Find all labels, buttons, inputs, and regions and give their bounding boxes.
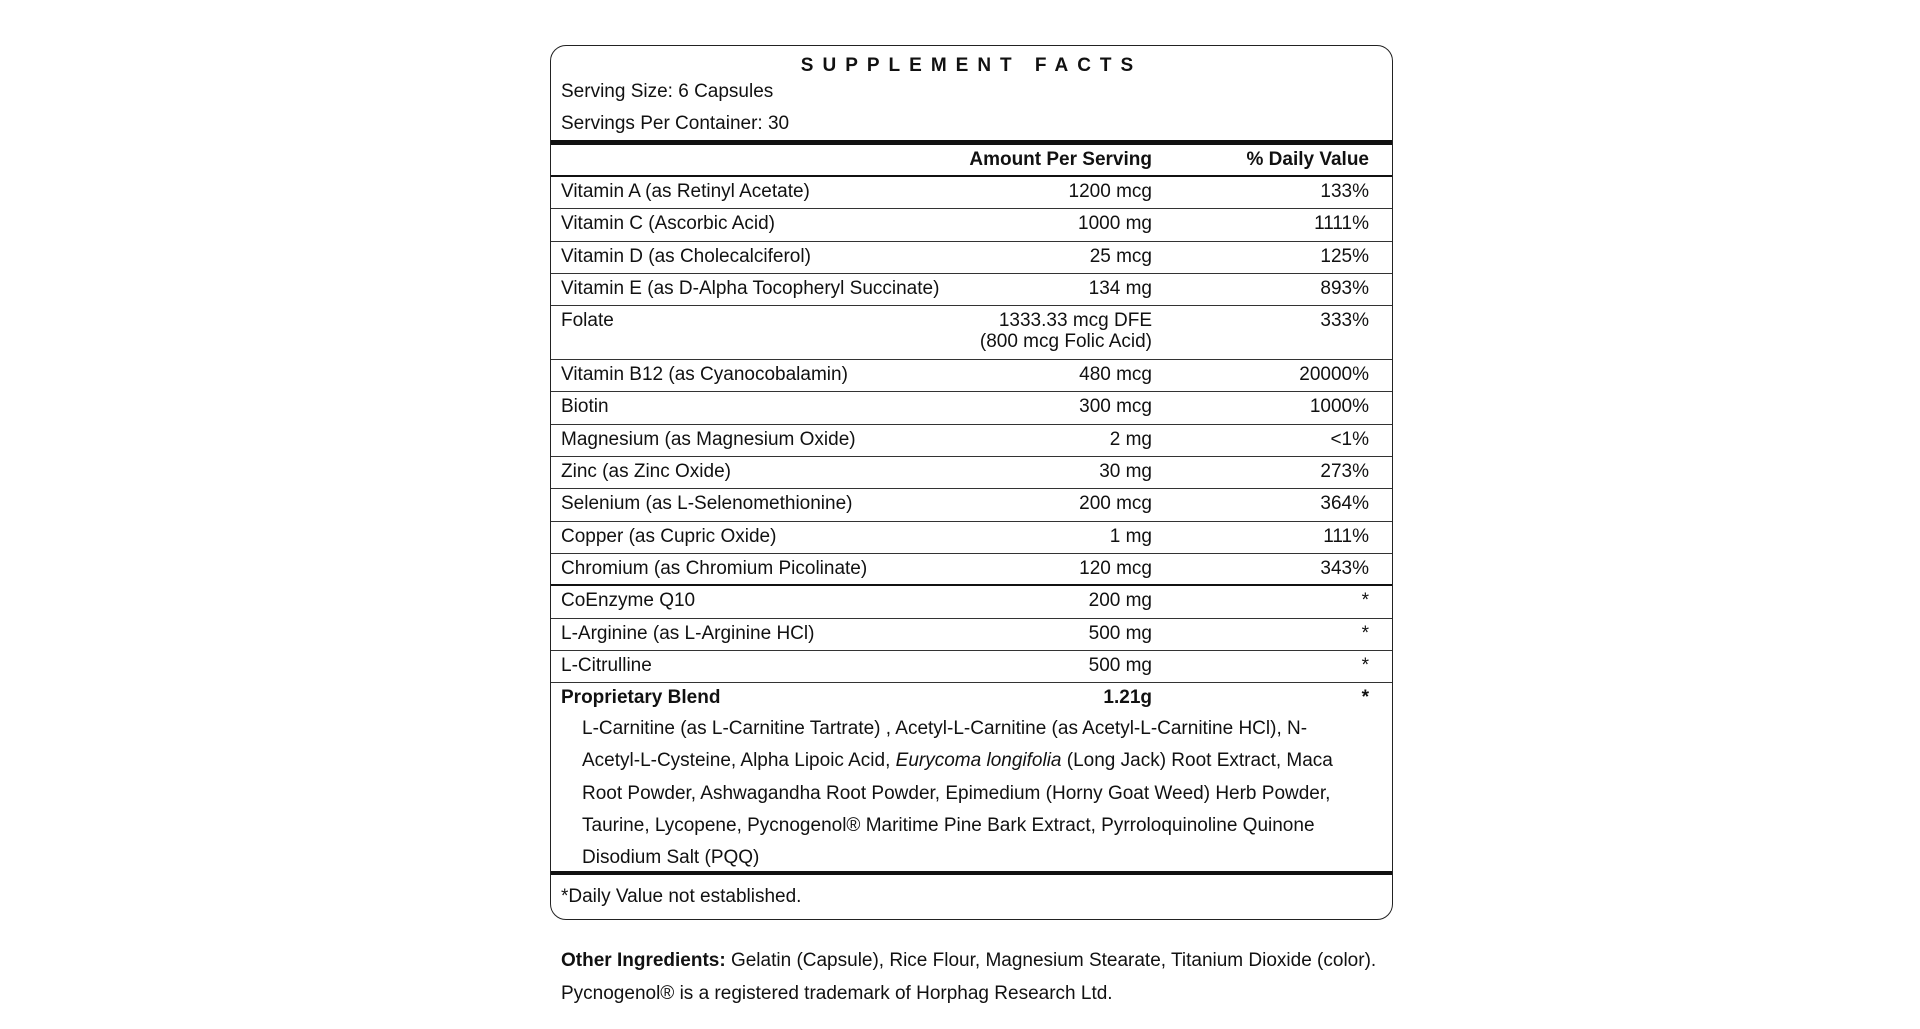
nutrient-dv: 1000% bbox=[1309, 396, 1369, 418]
below-panel-notes bbox=[561, 945, 1401, 1010]
nutrient-amount: 500 mg bbox=[1088, 622, 1152, 644]
folate-amount-line1: 1333.33 mcg DFE bbox=[998, 310, 1152, 332]
nutrient-dv: 273% bbox=[1320, 461, 1369, 483]
blend-desc-part-a: L-Carnitine (as L-Carnitine Tartrate) , Acetyl-L-Carnitine (as Acetyl-L-Carnitine HCl), N-Acetyl-L-Cysteine, Alpha Lipoic Acid, bbox=[582, 718, 1308, 772]
nutrient-name: Magnesium (as Magnesium Oxide) bbox=[561, 428, 856, 450]
nutrient-dv: * bbox=[1361, 622, 1369, 644]
nutrient-name: Vitamin D (as Cholecalciferol) bbox=[561, 245, 811, 267]
nutrient-name: Folate bbox=[561, 310, 614, 332]
nutrient-row bbox=[551, 209, 1392, 241]
nutrient-row bbox=[551, 306, 1392, 360]
nutrient-dv: 364% bbox=[1320, 493, 1369, 515]
nutrient-dv: 20000% bbox=[1299, 364, 1369, 386]
daily-value-header: % Daily Value bbox=[1246, 149, 1369, 170]
nutrient-amount: 1 mg bbox=[1109, 525, 1152, 547]
amount-header: Amount Per Serving bbox=[969, 149, 1152, 170]
other-ingredients bbox=[561, 945, 1401, 978]
nutrient-name: Zinc (as Zinc Oxide) bbox=[561, 461, 731, 483]
nutrient-name: Chromium (as Chromium Picolinate) bbox=[561, 557, 868, 579]
nutrient-name: L-Citrulline bbox=[561, 654, 652, 676]
nutrient-amount: 1000 mg bbox=[1078, 213, 1152, 235]
nutrient-row bbox=[551, 242, 1392, 274]
nutrient-amount: 300 mcg bbox=[1079, 396, 1152, 418]
nutrient-name: Vitamin A (as Retinyl Acetate) bbox=[561, 181, 810, 202]
nutrient-row bbox=[551, 586, 1392, 618]
nutrient-name: L-Arginine (as L-Arginine HCl) bbox=[561, 622, 815, 644]
nutrient-dv: 893% bbox=[1320, 277, 1369, 299]
nutrient-name: Vitamin B12 (as Cyanocobalamin) bbox=[561, 364, 848, 386]
nutrient-amount: 30 mg bbox=[1099, 461, 1152, 483]
nutrient-row bbox=[551, 619, 1392, 651]
nutrient-dv: 333% bbox=[1320, 310, 1369, 332]
nutrient-dv: 111% bbox=[1323, 525, 1369, 547]
nutrient-row bbox=[551, 360, 1392, 392]
nutrient-dv: * bbox=[1361, 654, 1369, 676]
blend-name: Proprietary Blend bbox=[561, 687, 721, 709]
nutrient-amount: 25 mcg bbox=[1089, 245, 1152, 267]
nutrient-dv: 343% bbox=[1320, 557, 1369, 579]
nutrient-name: Vitamin C (Ascorbic Acid) bbox=[561, 213, 775, 235]
nutrient-amount: 200 mcg bbox=[1079, 493, 1152, 515]
nutrient-row bbox=[551, 554, 1392, 586]
nutrient-row bbox=[551, 177, 1392, 209]
nutrient-amount: 2 mg bbox=[1109, 428, 1152, 450]
column-header-row bbox=[551, 145, 1392, 177]
nutrient-amount: 1200 mcg bbox=[1068, 181, 1152, 202]
nutrient-amount: 500 mg bbox=[1088, 654, 1152, 676]
nutrient-dv: * bbox=[1361, 590, 1369, 612]
serving-size: Serving Size: 6 Capsules bbox=[561, 81, 774, 102]
nutrient-amount: 120 mcg bbox=[1079, 557, 1152, 579]
blend-desc-part-b: (Long Jack) Root Extract, Maca Root Powder, Ashwagandha Root Powder, Epimedium (Horny Goat Weed) Herb Powder, Taurine, Lycopene, Pycnogenol® Maritime Pine Bark Extract, Pyrroloquinoline Quinone Disodium Salt (PQQ) bbox=[582, 750, 1333, 869]
nutrient-amount bbox=[966, 306, 1156, 352]
nutrient-dv: 125% bbox=[1320, 245, 1369, 267]
nutrient-name: Copper (as Cupric Oxide) bbox=[561, 525, 777, 547]
supplement-facts-panel bbox=[550, 45, 1393, 920]
nutrient-name: CoEnzyme Q10 bbox=[561, 590, 696, 612]
nutrient-row bbox=[551, 651, 1392, 683]
folate-amount-line2: (800 mcg Folic Acid) bbox=[979, 331, 1152, 353]
other-ingredients-label: Other Ingredients: bbox=[561, 950, 726, 971]
nutrient-row bbox=[551, 522, 1392, 554]
nutrient-name: Vitamin E (as D-Alpha Tocopheryl Succinate) bbox=[561, 277, 940, 299]
panel-title: SUPPLEMENT FACTS bbox=[800, 55, 1143, 76]
daily-value-note: *Daily Value not established. bbox=[561, 886, 802, 908]
nutrient-dv: 1111% bbox=[1314, 213, 1369, 235]
proprietary-blend-row bbox=[551, 683, 1392, 713]
blend-amount: 1.21g bbox=[1103, 687, 1152, 709]
blend-ingredients bbox=[551, 713, 1392, 871]
nutrient-dv: <1% bbox=[1330, 428, 1369, 450]
blend-desc-italic: Eurycoma longifolia bbox=[895, 750, 1062, 772]
blend-dv: * bbox=[1361, 687, 1369, 709]
nutrient-row bbox=[551, 457, 1392, 489]
trademark-note: Pycnogenol® is a registered trademark of Horphag Research Ltd. bbox=[561, 982, 1113, 1004]
nutrient-row bbox=[551, 274, 1392, 306]
nutrient-name: Biotin bbox=[561, 396, 609, 418]
nutrient-row bbox=[551, 392, 1392, 424]
other-ingredients-text: Gelatin (Capsule), Rice Flour, Magnesium Stearate, Titanium Dioxide (color). bbox=[725, 950, 1377, 971]
nutrient-row bbox=[551, 489, 1392, 521]
nutrient-amount: 200 mg bbox=[1088, 590, 1152, 612]
nutrient-amount: 480 mcg bbox=[1079, 364, 1152, 386]
nutrient-dv: 133% bbox=[1320, 181, 1369, 202]
nutrient-name: Selenium (as L-Selenomethionine) bbox=[561, 493, 853, 515]
servings-per-container: Servings Per Container: 30 bbox=[561, 113, 790, 134]
nutrient-row bbox=[551, 425, 1392, 457]
nutrient-amount: 134 mg bbox=[1088, 277, 1152, 299]
